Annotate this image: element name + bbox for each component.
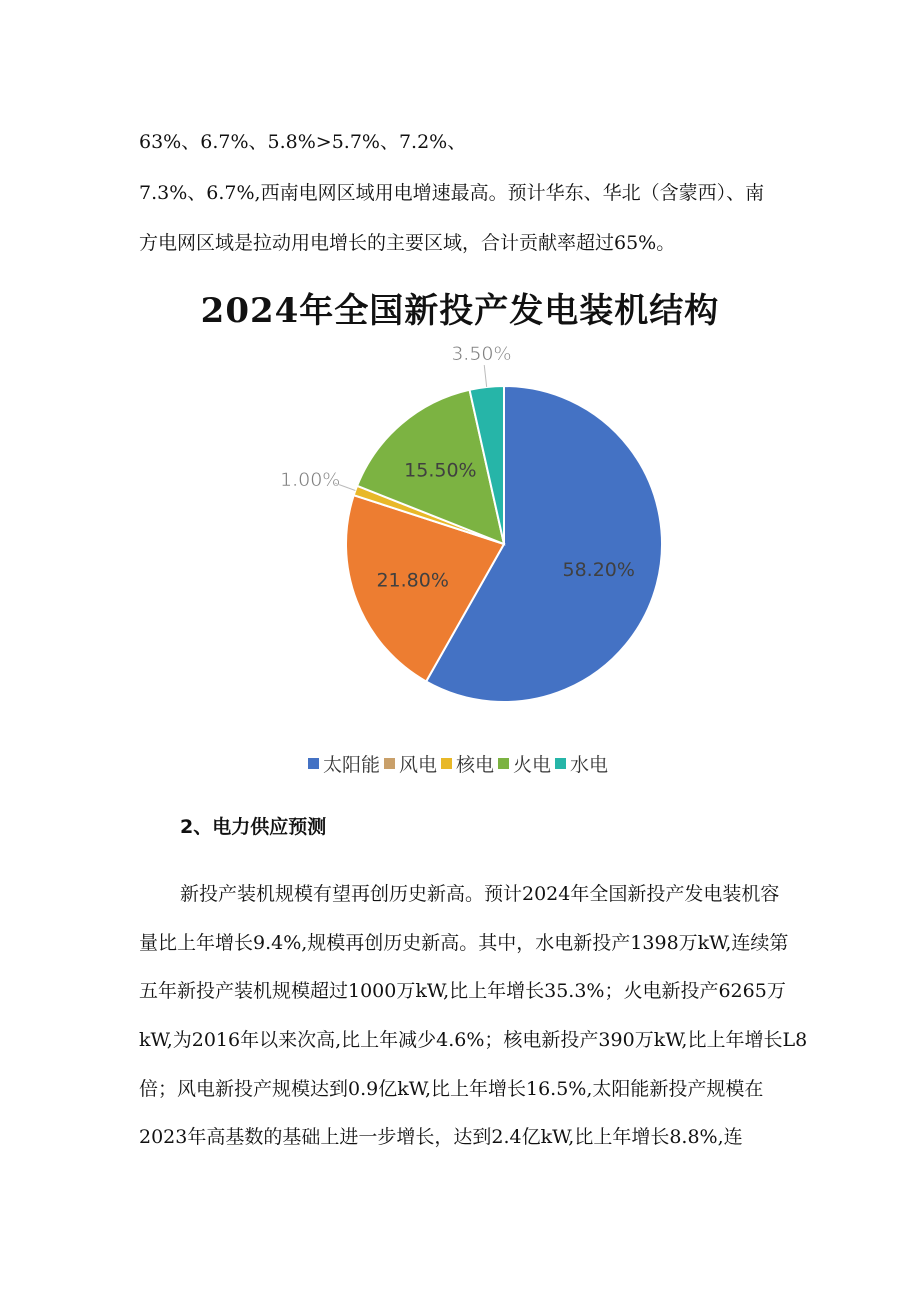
legend-swatch xyxy=(498,758,509,769)
slice-label-0: 58.20% xyxy=(562,558,635,581)
paragraph-line: 倍；风电新投产规模达到0.9亿kW,比上年增长16.5%,太阳能新投产规模在 xyxy=(139,1078,764,1100)
paragraph-line: 63%、6.7%、5.8%>5.7%、7.2%、 xyxy=(139,131,467,153)
slice-label-2: 1.00% xyxy=(279,468,341,491)
legend-label: 核电 xyxy=(455,754,494,776)
legend-swatch xyxy=(308,758,319,769)
paragraph-line: 2023年高基数的基础上进一步增长，达到2.4亿kW,比上年增长8.8%,连 xyxy=(139,1126,743,1148)
section-heading: 2、电力供应预测 xyxy=(180,816,327,838)
legend-item-4 xyxy=(555,750,608,777)
legend-item-0 xyxy=(308,750,380,777)
legend-label: 火电 xyxy=(513,754,552,776)
paragraph-line: 量比上年增长9.4%,规模再创历史新高。其中，水电新投产1398万kW,连续第 xyxy=(139,932,789,954)
legend-item-2 xyxy=(441,750,494,777)
paragraph-line: 新投产装机规模有望再创历史新高。预计2024年全国新投产发电装机容 xyxy=(180,883,780,905)
chart-title: 2024年全国新投产发电装机结构 xyxy=(200,291,720,331)
legend-swatch xyxy=(555,758,566,769)
legend-swatch xyxy=(441,758,452,769)
legend-label: 水电 xyxy=(570,754,609,776)
pie-chart xyxy=(0,330,920,730)
paragraph-line: 五年新投产装机规模超过1000万kW,比上年增长35.3%；火电新投产6265万 xyxy=(139,980,786,1002)
legend-label: 太阳能 xyxy=(322,754,380,776)
paragraph-line: kW,为2016年以来次高,比上年减少4.6%；核电新投产390万kW,比上年增长L8 xyxy=(139,1029,808,1051)
legend-label: 风电 xyxy=(398,754,437,776)
legend-item-1 xyxy=(384,750,437,777)
legend-swatch xyxy=(384,758,395,769)
leader-line-4 xyxy=(484,365,486,387)
slice-label-4: 3.50% xyxy=(451,343,512,366)
paragraph-line: 方电网区域是拉动用电增长的主要区域，合计贡献率超过65%。 xyxy=(139,232,676,254)
paragraph-line: 7.3%、6.7%,西南电网区域用电增速最高。预计华东、华北（含蒙西）、南 xyxy=(139,182,765,204)
legend-item-3 xyxy=(498,750,551,777)
slice-label-1: 21.80% xyxy=(376,569,449,592)
chart-legend xyxy=(0,750,920,777)
slice-label-3: 15.50% xyxy=(404,459,477,482)
